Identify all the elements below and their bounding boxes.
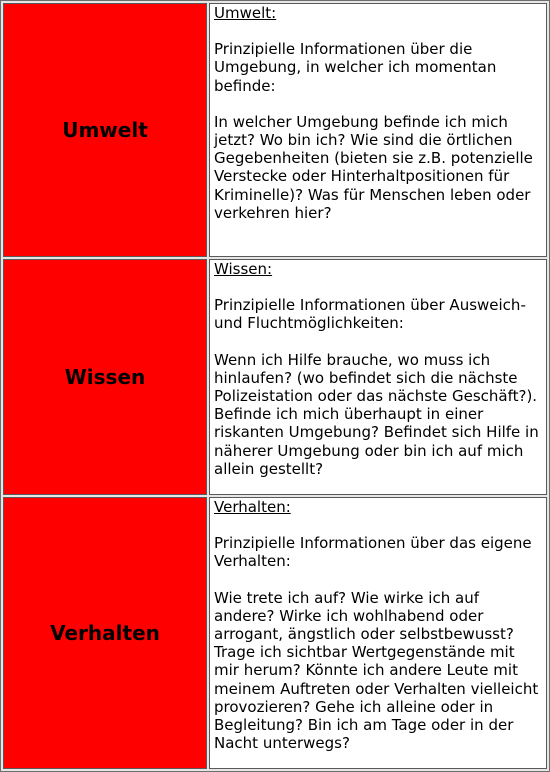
cell-body: In welcher Umgebung befinde ich mich jetzt? Wo bin ich? Wie sind die örtlichen Gegebenheiten (bieten sie z.B. potenzielle Verstecke oder Hinterhaltpositionen für Kriminelle)? Was für Menschen leben oder verkehren hier? [214,112,533,222]
row-label: Umwelt [62,118,148,142]
cell-heading: Wissen: [214,260,273,278]
cell-intro: Prinzipielle Informationen über das eigene Verhalten: [214,534,532,571]
cell-heading: Verhalten: [214,498,291,516]
row-label: Verhalten [50,621,160,645]
table-row-wissen [3,259,547,495]
cell-body: Wie trete ich auf? Wie wirke ich auf andere? Wirke ich wohlhabend oder arrogant, ängstlich oder selbstbewusst? Trage ich sichtbar Wertgegenstände mit mir herum? Könnte ich andere Leute mit meinem Auftreten oder Verhalten vielleicht provozieren? Gehe ich alleine oder in Begleitung? Bin ich am Tage oder in der Nacht unterwegs? [214,588,539,753]
cell-intro: Prinzipielle Informationen über die Umgebung, in welcher ich momentan befinde: [214,40,497,95]
label-cell-verhalten [3,497,207,769]
label-cell-wissen [3,259,207,495]
cell-heading: Umwelt: [214,4,277,22]
cell-intro: Prinzipielle Informationen über Ausweich- und Fluchtmöglichkeiten: [214,296,526,333]
label-cell-umwelt [3,3,207,257]
table-row-umwelt [3,3,547,257]
text-cell-umwelt [209,3,547,257]
text-cell-verhalten [209,497,547,769]
row-label: Wissen [64,365,146,389]
table-row-verhalten [3,497,547,769]
text-cell-wissen [209,259,547,495]
cell-body: Wenn ich Hilfe brauche, wo muss ich hinlaufen? (wo befindet sich die nächste Polizeistation oder das nächste Geschäft?). Befinde ich mich überhaupt in einer riskanten Umgebung? Befindet sich Hilfe in näherer Umgebung oder bin ich auf mich allein gestellt? [214,350,539,478]
